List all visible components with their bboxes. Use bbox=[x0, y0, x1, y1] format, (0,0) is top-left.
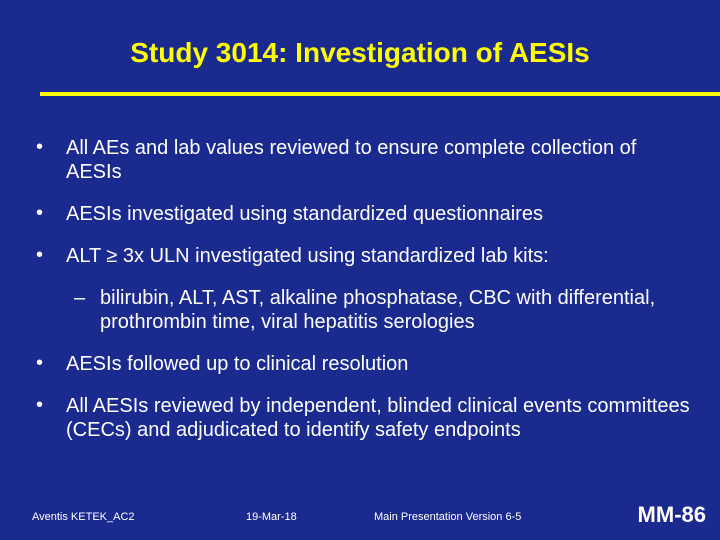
slide-title: Study 3014: Investigation of AESIs bbox=[130, 37, 590, 68]
bullet-item bbox=[36, 202, 696, 226]
bullet-marker: • bbox=[36, 136, 44, 158]
bullet-text: AESIs followed up to clinical resolution bbox=[66, 353, 409, 375]
sub-bullet-item bbox=[74, 286, 694, 334]
sub-bullet-marker: – bbox=[74, 287, 86, 309]
title-underline bbox=[40, 92, 720, 96]
bullet-item bbox=[36, 136, 696, 184]
bullet-marker: • bbox=[36, 352, 44, 374]
bullet-text: AESIs investigated using standardized questionnaires bbox=[66, 203, 543, 225]
footer-date: 19-Mar-18 bbox=[246, 511, 297, 523]
bullet-marker: • bbox=[36, 244, 44, 266]
bullet-marker: • bbox=[36, 394, 44, 416]
bullet-item bbox=[36, 244, 696, 268]
page-number: MM-86 bbox=[637, 502, 706, 527]
bullet-text: All AESIs reviewed by independent, blinded clinical events committees (CECs) and adjudicated to identify safety endpoints bbox=[66, 395, 690, 441]
footer-version: Main Presentation Version 6-5 bbox=[374, 511, 522, 523]
sub-bullet-text: bilirubin, ALT, AST, alkaline phosphatase, CBC with differential, prothrombin time, viral hepatitis serologies bbox=[100, 287, 656, 333]
footer-source: Aventis KETEK_AC2 bbox=[32, 511, 135, 523]
bullet-text: All AEs and lab values reviewed to ensure complete collection of AESIs bbox=[66, 137, 637, 183]
bullet-text: ALT ≥ 3x ULN investigated using standardized lab kits: bbox=[66, 245, 549, 267]
bullet-item bbox=[36, 394, 696, 442]
bullet-marker: • bbox=[36, 202, 44, 224]
bullet-item bbox=[36, 352, 696, 376]
